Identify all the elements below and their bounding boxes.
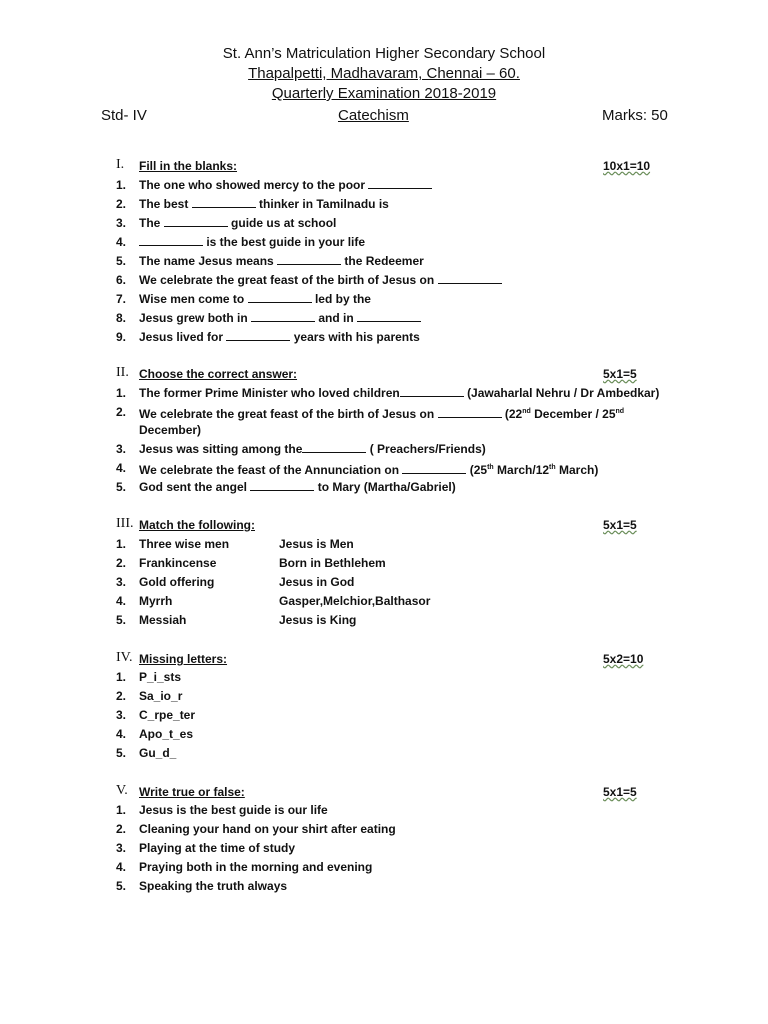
answer-blank[interactable] xyxy=(164,215,228,227)
match-right-item: Jesus is King xyxy=(279,613,357,627)
q-number: 7. xyxy=(116,292,127,306)
s1-question-1: The one who showed mercy to the poor xyxy=(139,176,432,194)
answer-blank[interactable] xyxy=(302,441,366,453)
section-1-number: I. xyxy=(116,157,125,172)
marks-label: Marks: xyxy=(602,107,647,124)
s2-question-1: The former Prime Minister who loved children (Jawaharlal Nehru / Dr Ambedkar) xyxy=(139,386,660,400)
q-number: 2. xyxy=(116,822,127,836)
q-number: 6. xyxy=(116,273,127,287)
std-label: Std- IV xyxy=(101,107,147,124)
section-2-title: Choose the correct answer: xyxy=(139,367,298,381)
q-number: 2. xyxy=(116,689,127,703)
q-number: 8. xyxy=(116,311,127,325)
q-number: 4. xyxy=(116,235,127,249)
match-left-item: Messiah xyxy=(139,613,187,627)
section-4-number: IV. xyxy=(116,650,133,665)
section-3-title: Match the following: xyxy=(139,518,255,532)
s1-question-2: The best thinker in Tamilnadu is xyxy=(139,197,389,211)
q-number: 4. xyxy=(116,594,127,608)
marks-total xyxy=(602,106,668,126)
match-left-item: Gold offering xyxy=(139,575,215,589)
section-5-title: Write true or false: xyxy=(139,785,245,799)
true-false-item: Speaking the truth always xyxy=(139,879,288,893)
s2-question-4: We celebrate the feast of the Annunciation on (25th March/12th March) xyxy=(139,463,599,477)
section-1-marks: 10x1=10 xyxy=(603,159,651,173)
missing-letters-item: Gu_d_ xyxy=(139,746,177,760)
missing-letters-item: C_rpe_ter xyxy=(139,708,196,722)
match-left-item: Frankincense xyxy=(139,556,217,570)
answer-blank[interactable] xyxy=(139,234,203,246)
q-number: 5. xyxy=(116,613,127,627)
match-right-item: Gasper,Melchior,Balthasor xyxy=(279,594,431,608)
s1-question-6: We celebrate the great feast of the birth of Jesus on xyxy=(139,271,502,289)
true-false-item: Praying both in the morning and evening xyxy=(139,860,373,874)
s2-question-5: God sent the angel to Mary (Martha/Gabriel) xyxy=(139,480,456,494)
q-number: 4. xyxy=(116,860,127,874)
match-left-item: Myrrh xyxy=(139,594,173,608)
q-number: 4. xyxy=(116,727,127,741)
answer-blank[interactable] xyxy=(248,291,312,303)
q-number: 3. xyxy=(116,575,127,589)
answer-blank[interactable] xyxy=(192,196,256,208)
answer-blank[interactable] xyxy=(357,310,421,322)
s1-question-3: The guide us at school xyxy=(139,216,337,230)
section-3-number: III. xyxy=(116,516,134,531)
s1-question-7: Wise men come to led by the xyxy=(139,292,371,306)
match-right-item: Jesus is Men xyxy=(279,537,354,551)
answer-blank[interactable] xyxy=(226,329,290,341)
answer-blank[interactable] xyxy=(402,462,466,474)
q-number: 3. xyxy=(116,442,127,456)
s2-question-2: We celebrate the great feast of the birth of Jesus on (22nd December / 25nd xyxy=(139,407,625,421)
q-number: 3. xyxy=(116,708,127,722)
q-number: 4. xyxy=(116,461,127,475)
answer-blank[interactable] xyxy=(277,253,341,265)
answer-blank[interactable] xyxy=(250,479,314,491)
q-number: 3. xyxy=(116,841,127,855)
s1-question-9: Jesus lived for years with his parents xyxy=(139,330,420,344)
q-number: 9. xyxy=(116,330,127,344)
answer-blank[interactable] xyxy=(438,406,502,418)
q-number: 5. xyxy=(116,879,127,893)
missing-letters-item: Sa_io_r xyxy=(139,689,183,703)
true-false-item: Playing at the time of study xyxy=(139,841,296,855)
section-4-title: Missing letters: xyxy=(139,652,228,666)
true-false-item: Jesus is the best guide is our life xyxy=(139,803,328,817)
q-number: 5. xyxy=(116,480,127,494)
q-number: 3. xyxy=(116,216,127,230)
marks-value: 50 xyxy=(651,107,668,124)
school-name: St. Ann’s Matriculation Higher Secondary School xyxy=(222,45,546,62)
match-left-item: Three wise men xyxy=(139,537,230,551)
q-number: 1. xyxy=(116,386,127,400)
answer-blank[interactable] xyxy=(368,177,432,189)
section-5-marks: 5x1=5 xyxy=(603,785,637,799)
s1-question-4: is the best guide in your life xyxy=(139,233,365,251)
section-2-marks: 5x1=5 xyxy=(603,367,637,381)
q-number: 1. xyxy=(116,670,127,684)
q-number: 5. xyxy=(116,746,127,760)
s1-question-5: The name Jesus means the Redeemer xyxy=(139,254,424,268)
s2-question-2-cont: December) xyxy=(139,423,202,437)
exam-header xyxy=(0,44,768,104)
q-number: 2. xyxy=(116,197,127,211)
match-right-item: Jesus in God xyxy=(279,575,355,589)
subject-label: Catechism xyxy=(338,107,409,124)
exam-title: Quarterly Examination 2018-2019 xyxy=(271,85,497,102)
q-number: 2. xyxy=(116,556,127,570)
section-4-marks: 5x2=10 xyxy=(603,652,644,666)
q-number: 2. xyxy=(116,405,127,419)
answer-blank[interactable] xyxy=(438,272,502,284)
q-number: 1. xyxy=(116,803,127,817)
missing-letters-item: P_i_sts xyxy=(139,670,182,684)
section-2-number: II. xyxy=(116,365,129,380)
q-number: 5. xyxy=(116,254,127,268)
section-1-title: Fill in the blanks: xyxy=(139,159,238,173)
s1-question-8: Jesus grew both in and in xyxy=(139,309,421,327)
missing-letters-item: Apo_t_es xyxy=(139,727,194,741)
q-number: 1. xyxy=(116,178,127,192)
answer-blank[interactable] xyxy=(251,310,315,322)
match-right-item: Born in Bethlehem xyxy=(279,556,386,570)
answer-blank[interactable] xyxy=(400,385,464,397)
true-false-item: Cleaning your hand on your shirt after eating xyxy=(139,822,396,836)
s2-question-3: Jesus was sitting among the ( Preachers/Friends) xyxy=(139,442,486,456)
school-address: Thapalpetti, Madhavaram, Chennai – 60. xyxy=(248,65,520,82)
section-5-number: V. xyxy=(116,783,128,798)
section-3-marks: 5x1=5 xyxy=(603,518,637,532)
q-number: 1. xyxy=(116,537,127,551)
